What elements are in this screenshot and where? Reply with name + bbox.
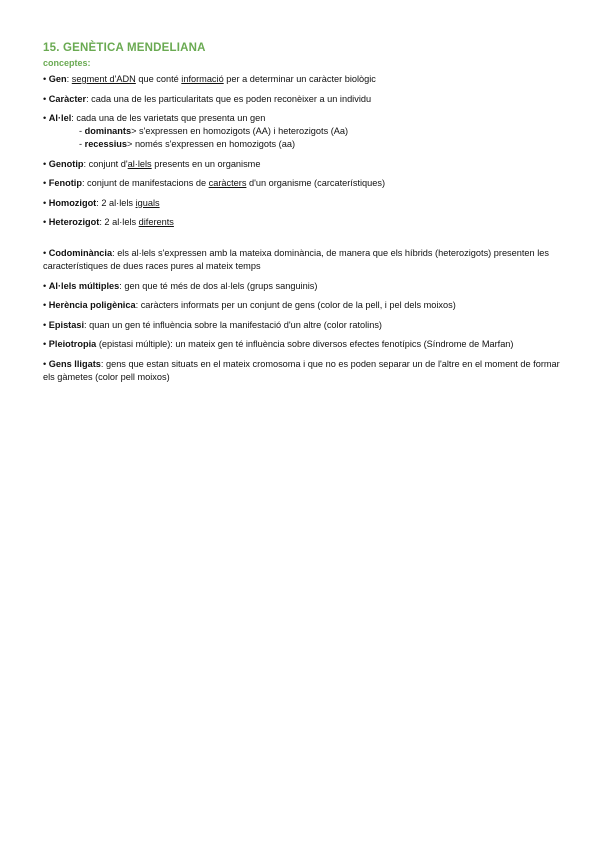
list-item-fenotip (43, 177, 563, 190)
term-label: Genotip (48, 158, 84, 169)
page-title: 15. GENÈTICA MENDELIANA (43, 42, 206, 54)
list-item-pleiotropia (43, 338, 563, 351)
bullet: • (43, 280, 49, 291)
term-label: Herència poligènica (48, 300, 136, 310)
list-item-gens-lligats (43, 358, 563, 384)
concepts-list (43, 73, 563, 384)
term-label: Gen (48, 74, 67, 84)
definition-text: > només s'expressen en homozigots (aa) (127, 139, 296, 149)
bullet: • (43, 300, 49, 310)
sub-item-dominants (43, 125, 563, 138)
bullet: • (43, 339, 49, 349)
term-label: Al·lels múltiples (48, 280, 120, 291)
bullet: • (43, 248, 49, 258)
bullet: • (43, 113, 49, 123)
term-label: Pleiotropia (48, 339, 97, 349)
underlined-text: iguals (135, 197, 160, 208)
term-label: Codominància (48, 248, 113, 258)
definition-text: : 2 al·lels (96, 197, 136, 208)
definition-text: > s'expressen en homozigots (AA) i heterozigots (Aa) (131, 126, 349, 136)
definition-text: que conté (135, 74, 182, 84)
definition-text: : els al·lels s'expressen amb la mateixa dominància, de manera que els híbrids (heterozigots) presenten les característiques de dues races pures al mateix temps (43, 248, 549, 271)
term-label: dominants (84, 126, 132, 136)
dash: - (79, 126, 85, 136)
bullet: • (43, 197, 49, 208)
list-item-herencia-poligenica (43, 299, 563, 312)
list-item-allels-multiples (43, 280, 563, 293)
definition-text: : 2 al·lels (99, 217, 139, 227)
definition-text: : conjunt d' (83, 158, 128, 169)
bullet: • (43, 74, 49, 84)
definition-text: : cada una de les particularitats que es poden reconèixer a un individu (86, 93, 372, 104)
bullet: • (43, 217, 49, 227)
list-item-genotip (43, 158, 563, 171)
definition-text: : cada una de les varietats que presenta un gen (71, 113, 266, 123)
term-label: recessius (84, 139, 128, 149)
sub-item-recessius (43, 138, 563, 151)
bullet: • (43, 319, 49, 330)
definition-text: : gens que estan situats en el mateix cromosoma i que no es poden separar un de l'altre en el moment de formar els gàmetes (color pell moixos) (43, 358, 560, 382)
term-label: Epistasi (48, 319, 85, 330)
definition-text: (epistasi múltiple): un mateix gen té influència sobre diversos efectes fenotípics (Síndrome de Marfan) (96, 339, 514, 349)
definition-text: : gen que té més de dos al·lels (grups sanguinis) (119, 280, 318, 291)
underlined-text: segment d'ADN (71, 74, 136, 84)
list-item-epistasi (43, 319, 563, 332)
term-label: Homozigot (48, 197, 97, 208)
definition-text: : conjunt de manifestacions de (81, 178, 209, 188)
term-label: Heterozigot (48, 217, 100, 227)
bullet: • (43, 178, 49, 188)
underlined-text: caràcters (208, 178, 247, 188)
bullet: • (43, 93, 49, 104)
list-item-gen (43, 73, 563, 86)
definition-text: : (66, 74, 72, 84)
definition-text: per a determinar un caràcter biològic (223, 74, 376, 84)
dash: - (79, 139, 85, 149)
bullet: • (43, 358, 49, 369)
term-label: Fenotip (48, 178, 82, 188)
definition-text: : caràcters informats per un conjunt de gens (color de la pell, i pel dels moixos) (135, 300, 456, 310)
page-subtitle: conceptes: (43, 58, 91, 68)
term-label: Gens lligats (48, 358, 101, 369)
definition-text: : quan un gen té influència sobre la manifestació d'un altre (color ratolins) (84, 319, 382, 330)
underlined-text: diferents (138, 217, 174, 227)
list-item-allel (43, 112, 563, 125)
term-label: Al·lel (48, 113, 72, 123)
definition-text: d'un organisme (carcaterístiques) (246, 178, 386, 188)
list-item-heterozigot (43, 216, 563, 229)
term-label: Caràcter (48, 93, 87, 104)
definition-text: presents en un organisme (151, 158, 261, 169)
underlined-text: informació (181, 74, 224, 84)
list-item-codominancia (43, 247, 563, 273)
underlined-text: al·lels (127, 158, 152, 169)
list-item-caracter (43, 93, 563, 106)
list-item-homozigot (43, 197, 563, 210)
bullet: • (43, 158, 49, 169)
